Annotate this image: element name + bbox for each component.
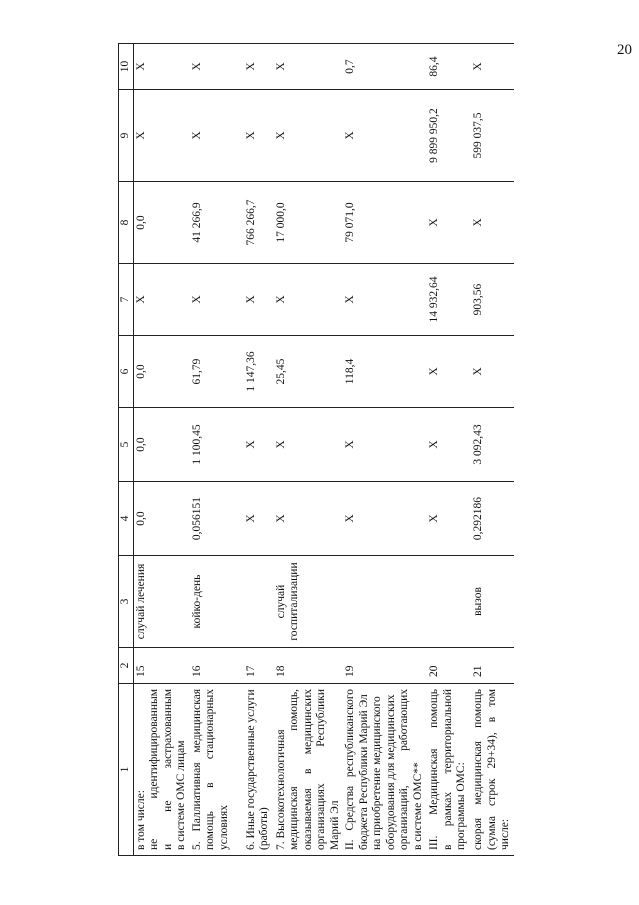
cell-line: организаций, работающих <box>398 689 410 850</box>
cell-col-2: 15 <box>133 648 190 684</box>
cell-col-9: X <box>190 90 244 182</box>
table-row <box>274 44 344 856</box>
cell-col-9: X <box>343 90 427 182</box>
cell-col-2: 21 <box>471 648 514 684</box>
cell-line: вызов <box>472 587 484 616</box>
header-cell-1: 1 <box>119 684 134 856</box>
cell-col-3 <box>274 556 344 648</box>
cell-col-8: X <box>471 182 514 264</box>
page-number: 20 <box>617 42 632 58</box>
cell-line: скорая медицинская помощь <box>472 689 484 850</box>
cell-line: 5. Паллиативная медицинская <box>190 689 203 850</box>
cell-col-1 <box>133 684 190 856</box>
cell-col-7: X <box>190 264 244 336</box>
header-cell-3: 3 <box>119 556 134 648</box>
cell-col-9: X <box>133 90 190 182</box>
cell-col-9: 9 899 950,2 <box>427 90 471 182</box>
table-row <box>343 44 427 856</box>
cell-col-10: 0,7 <box>343 44 427 90</box>
cell-line: не идентифицированным <box>148 689 160 850</box>
cell-col-7: X <box>133 264 190 336</box>
cell-line: (работы) <box>258 807 270 850</box>
header-cell-5: 5 <box>119 408 134 482</box>
header-cell-10: 10 <box>119 44 134 90</box>
cell-col-8: 79 071,0 <box>343 182 427 264</box>
cell-line: в системе ОМС** <box>411 762 424 850</box>
cell-line: на приобретение медицинского <box>371 696 383 850</box>
cell-col-7: X <box>274 264 344 336</box>
header-cell-7: 7 <box>119 264 134 336</box>
cell-col-8: 0,0 <box>133 182 190 264</box>
cell-line: в том числе: <box>134 790 147 850</box>
cell-line: помощь в стационарных <box>204 689 216 850</box>
cell-line: в рамках территориальной <box>441 689 454 850</box>
cell-line: числе: <box>499 818 511 850</box>
cell-col-3 <box>471 556 514 648</box>
table-row <box>244 44 274 856</box>
table-row <box>133 44 190 856</box>
cell-col-8: 17 000,0 <box>274 182 344 264</box>
cell-line: койко-день <box>190 574 203 629</box>
cell-col-7: X <box>244 264 274 336</box>
cell-line: бюджета Республики Марий Эл <box>357 694 370 850</box>
cell-col-6: 1 147,36 <box>244 336 274 408</box>
cell-col-6: X <box>427 336 471 408</box>
cell-col-1 <box>471 684 514 856</box>
cell-line: (сумма строк 29+34), в том <box>485 689 498 850</box>
cell-col-4: 0,0 <box>133 482 190 556</box>
cell-col-8: 41 266,9 <box>190 182 244 264</box>
table-row <box>190 44 244 856</box>
cell-line: 6. Иные государственные услуги <box>244 689 257 850</box>
cell-line: оборудования для медицинских <box>384 694 397 850</box>
cell-line: госпитализации <box>288 562 300 641</box>
rotated-table-container <box>118 44 632 856</box>
cell-line: и не застрахованным <box>161 689 174 850</box>
cell-col-6: 118,4 <box>343 336 427 408</box>
cell-col-5: X <box>427 408 471 482</box>
table-header-row <box>119 44 134 856</box>
cell-col-10: X <box>133 44 190 90</box>
cell-col-1 <box>244 684 274 856</box>
cell-col-10: 86,4 <box>427 44 471 90</box>
cell-col-4: X <box>427 482 471 556</box>
cell-col-1 <box>190 684 244 856</box>
cell-col-8: X <box>427 182 471 264</box>
cell-line: в системе ОМС лицам <box>175 740 187 850</box>
table-row <box>427 44 471 856</box>
cell-col-4: 0,056151 <box>190 482 244 556</box>
cell-col-5: 0,0 <box>133 408 190 482</box>
cell-line: медицинская помощь, <box>288 689 300 850</box>
header-cell-2: 2 <box>119 648 134 684</box>
cell-col-1 <box>274 684 344 856</box>
cell-col-10: X <box>190 44 244 90</box>
cell-col-3 <box>427 556 471 648</box>
cell-line: случай лечения <box>134 563 147 640</box>
cell-col-5: X <box>244 408 274 482</box>
cell-col-8: 766 266,7 <box>244 182 274 264</box>
cell-col-7: 14 932,64 <box>427 264 471 336</box>
cell-col-6: X <box>471 336 514 408</box>
cell-col-2: 17 <box>244 648 274 684</box>
header-cell-8: 8 <box>119 182 134 264</box>
cell-col-2: 20 <box>427 648 471 684</box>
header-cell-9: 9 <box>119 90 134 182</box>
cell-line: 7. Высокотехнологичная <box>274 729 287 850</box>
cell-col-7: 903,56 <box>471 264 514 336</box>
cell-line: программы ОМС: <box>455 762 467 850</box>
cell-col-5: X <box>274 408 344 482</box>
cell-col-9: X <box>274 90 344 182</box>
cell-line: III. Медицинская помощь <box>428 689 440 850</box>
cell-col-9: X <box>244 90 274 182</box>
cell-col-7: X <box>343 264 427 336</box>
cell-col-9: 599 037,5 <box>471 90 514 182</box>
cell-line: случай <box>274 584 287 619</box>
cell-line: организациях Республики <box>315 689 327 850</box>
cell-col-4: X <box>343 482 427 556</box>
header-cell-4: 4 <box>119 482 134 556</box>
cell-col-4: X <box>274 482 344 556</box>
cell-col-1 <box>343 684 427 856</box>
cell-line: Марий Эл <box>328 800 341 850</box>
cell-col-10: X <box>274 44 344 90</box>
header-cell-6: 6 <box>119 336 134 408</box>
cell-col-6: 61,79 <box>190 336 244 408</box>
cell-col-2: 18 <box>274 648 344 684</box>
cell-col-10: X <box>471 44 514 90</box>
cell-col-5: 3 092,43 <box>471 408 514 482</box>
cell-col-6: 25,45 <box>274 336 344 408</box>
cell-col-10: X <box>244 44 274 90</box>
cell-col-4: 0,292186 <box>471 482 514 556</box>
cell-col-5: X <box>343 408 427 482</box>
financing-table <box>118 43 514 856</box>
cell-col-2: 19 <box>343 648 427 684</box>
cell-col-1 <box>427 684 471 856</box>
cell-col-4: X <box>244 482 274 556</box>
cell-line: оказываемая в медицинских <box>301 689 314 850</box>
cell-col-2: 16 <box>190 648 244 684</box>
cell-line: II. Средства республиканского <box>344 689 356 850</box>
cell-col-3 <box>133 556 190 648</box>
cell-col-3 <box>343 556 427 648</box>
cell-line: условиях <box>217 805 230 850</box>
table-body <box>119 44 514 856</box>
cell-col-3 <box>244 556 274 648</box>
cell-col-5: 1 100,45 <box>190 408 244 482</box>
table-row <box>471 44 514 856</box>
cell-col-6: 0,0 <box>133 336 190 408</box>
cell-col-3 <box>190 556 244 648</box>
